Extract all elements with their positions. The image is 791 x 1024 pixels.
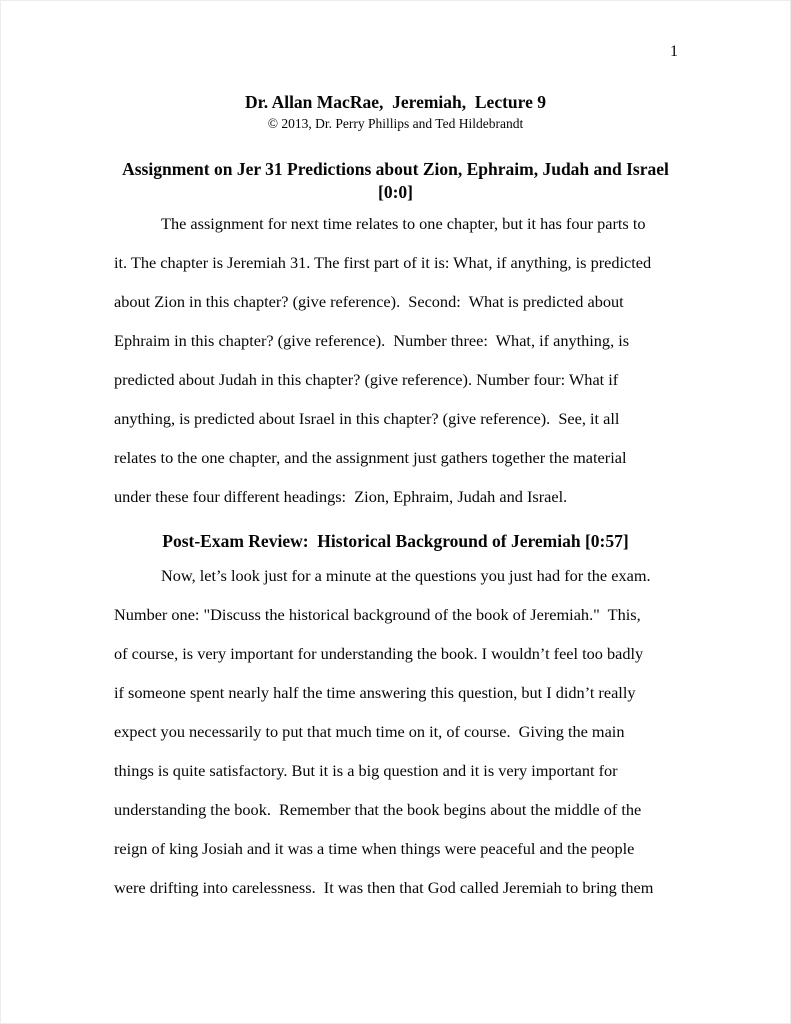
text-line: things is quite satisfactory. But it is a big question and it is very important for xyxy=(114,761,618,780)
text-line: understanding the book. Remember that the book begins about the middle of the xyxy=(114,800,642,819)
section-heading-text: Assignment on Jer 31 Predictions about Zion, Ephraim, Judah and Israel xyxy=(122,159,669,179)
text-line: under these four different headings: Zion, Ephraim, Judah and Israel. xyxy=(114,487,568,506)
text-line: if someone spent nearly half the time answering this question, but I didn’t really xyxy=(114,683,636,702)
text-line: The assignment for next time relates to one chapter, but it has four parts to xyxy=(161,214,646,233)
text-line: of course, is very important for understanding the book. I wouldn’t feel too badly xyxy=(114,644,644,663)
text-line: relates to the one chapter, and the assignment just gathers together the material xyxy=(114,448,627,467)
text-line: it. The chapter is Jeremiah 31. The first part of it is: What, if anything, is predicted xyxy=(114,253,652,272)
paragraph-post-exam-review xyxy=(114,556,760,907)
section-heading-post-exam-review xyxy=(1,530,790,553)
section-heading-text: Post-Exam Review: Historical Background of Jeremiah [0:57] xyxy=(162,531,629,551)
document-header xyxy=(1,91,790,132)
paragraph-assignment xyxy=(114,204,760,516)
text-line: Number one: "Discuss the historical background of the book of Jeremiah." This, xyxy=(114,605,641,624)
text-line: anything, is predicted about Israel in this chapter? (give reference). See, it all xyxy=(114,409,620,428)
section-timestamp: [0:0] xyxy=(378,182,413,202)
copyright-line: © 2013, Dr. Perry Phillips and Ted Hildebrandt xyxy=(267,116,524,131)
text-line: Now, let’s look just for a minute at the questions you just had for the exam. xyxy=(161,566,651,585)
page-number: 1 xyxy=(670,43,678,60)
text-line: about Zion in this chapter? (give reference). Second: What is predicted about xyxy=(114,292,624,311)
text-line: predicted about Judah in this chapter? (give reference). Number four: What if xyxy=(114,370,619,389)
section-heading-assignment xyxy=(1,158,790,204)
text-line: were drifting into carelessness. It was then that God called Jeremiah to bring them xyxy=(114,878,654,897)
text-line: expect you necessarily to put that much time on it, of course. Giving the main xyxy=(114,722,625,741)
text-line: Ephraim in this chapter? (give reference). Number three: What, if anything, is xyxy=(114,331,630,350)
text-line: reign of king Josiah and it was a time when things were peaceful and the people xyxy=(114,839,635,858)
document-title: Dr. Allan MacRae, Jeremiah, Lecture 9 xyxy=(244,92,546,112)
